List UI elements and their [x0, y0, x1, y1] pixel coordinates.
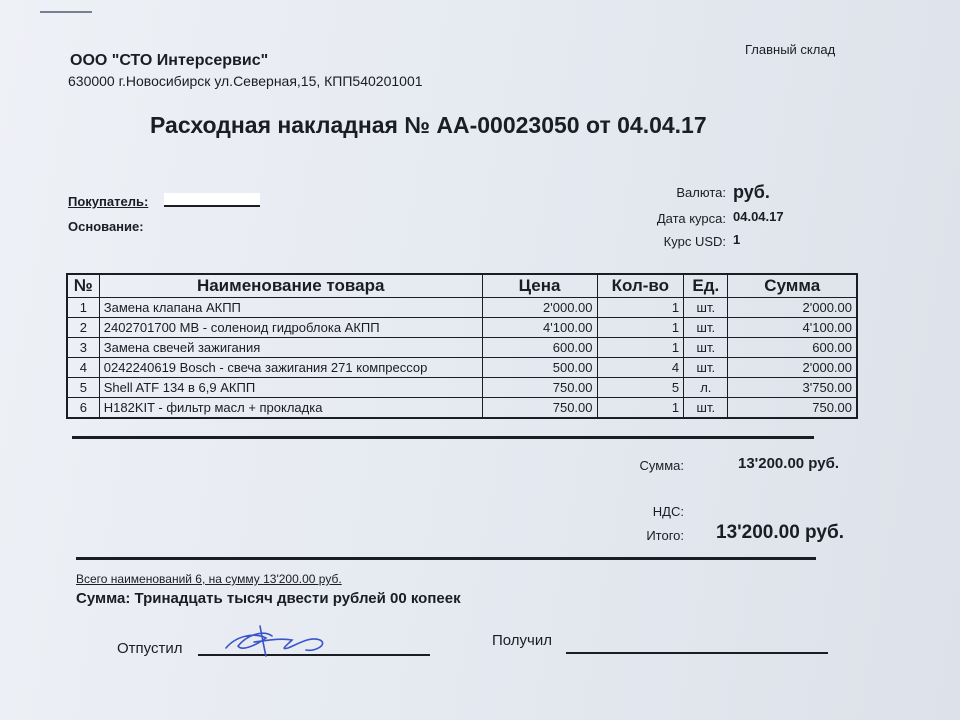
cell-unit: л.	[684, 378, 728, 398]
table-row	[67, 298, 857, 318]
sum-label: Сумма:	[639, 458, 684, 473]
rate-date-label: Дата курса:	[656, 211, 726, 226]
cell-num: 2	[67, 318, 99, 338]
company-name: ООО "СТО Интерсервис"	[70, 52, 269, 69]
usd-rate-label: Курс USD:	[663, 234, 726, 249]
cell-price: 600.00	[482, 338, 597, 358]
cell-name: 2402701700 MB - соленоид гидроблока АКПП	[99, 318, 482, 338]
totals-divider-line	[76, 557, 816, 560]
cell-num: 4	[67, 358, 99, 378]
buyer-label: Покупатель:	[68, 194, 149, 209]
cell-sum: 4'100.00	[728, 318, 857, 338]
received-signature-line	[566, 652, 828, 654]
received-label: Получил	[492, 632, 552, 649]
usd-rate-value: 1	[733, 232, 741, 247]
cell-sum: 3'750.00	[728, 378, 857, 398]
table-row	[67, 358, 857, 378]
document-title: Расходная накладная № АА-00023050 от 04.04.17	[150, 112, 707, 138]
col-header-unit: Ед.	[684, 274, 728, 298]
cell-name: H182KIT - фильтр масл + прокладка	[99, 398, 482, 419]
cell-name: Shell ATF 134 в 6,9 АКПП	[99, 378, 482, 398]
cell-sum: 2'000.00	[728, 358, 857, 378]
cell-name: Замена свечей зажигания	[99, 338, 482, 358]
currency-value: руб.	[733, 182, 770, 202]
table-row	[67, 378, 857, 398]
cell-sum: 2'000.00	[728, 298, 857, 318]
sum-value: 13'200.00 руб.	[738, 455, 840, 472]
cell-name: Замена клапана АКПП	[99, 298, 482, 318]
col-header-price: Цена	[482, 274, 597, 298]
cell-qty: 1	[597, 298, 684, 318]
cell-qty: 1	[597, 318, 684, 338]
cell-sum: 600.00	[728, 338, 857, 358]
cell-qty: 1	[597, 398, 684, 419]
table-header-row	[67, 274, 857, 298]
goods-table	[66, 273, 858, 419]
buyer-redaction	[164, 193, 260, 207]
cell-name: 0242240619 Bosch - свеча зажигания 271 компрессор	[99, 358, 482, 378]
rate-date-value: 04.04.17	[733, 209, 784, 224]
cell-price: 4'100.00	[482, 318, 597, 338]
table-row	[67, 338, 857, 358]
cell-qty: 5	[597, 378, 684, 398]
currency-label: Валюта:	[676, 185, 726, 200]
table-row	[67, 398, 857, 419]
basis-label: Основание:	[68, 219, 144, 234]
cell-unit: шт.	[684, 398, 728, 419]
top-edge-mark	[40, 11, 92, 13]
cell-unit: шт.	[684, 318, 728, 338]
summary-items-line: Всего наименований 6, на сумму 13'200.00 руб.	[76, 572, 342, 586]
company-address: 630000 г.Новосибирск ул.Северная,15, КПП540201001	[68, 73, 423, 89]
total-value: 13'200.00 руб.	[716, 522, 844, 543]
cell-unit: шт.	[684, 358, 728, 378]
cell-sum: 750.00	[728, 398, 857, 419]
vat-label: НДС:	[652, 504, 684, 519]
cell-unit: шт.	[684, 338, 728, 358]
cell-num: 5	[67, 378, 99, 398]
col-header-qty: Кол-во	[597, 274, 684, 298]
cell-num: 1	[67, 298, 99, 318]
cell-price: 750.00	[482, 378, 597, 398]
warehouse-label: Главный склад	[745, 42, 836, 57]
col-header-num: №	[67, 274, 99, 298]
cell-num: 3	[67, 338, 99, 358]
total-label: Итого:	[646, 528, 684, 543]
table-divider-line	[72, 436, 814, 439]
table-row	[67, 318, 857, 338]
cell-qty: 4	[597, 358, 684, 378]
summary-amount-words: Сумма: Тринадцать тысяч двести рублей 00 копеек	[76, 590, 461, 607]
cell-unit: шт.	[684, 298, 728, 318]
cell-qty: 1	[597, 338, 684, 358]
released-label: Отпустил	[117, 640, 183, 657]
handwritten-signature	[220, 622, 340, 662]
col-header-name: Наименование товара	[99, 274, 482, 298]
cell-price: 500.00	[482, 358, 597, 378]
cell-price: 2'000.00	[482, 298, 597, 318]
cell-price: 750.00	[482, 398, 597, 419]
col-header-sum: Сумма	[728, 274, 857, 298]
cell-num: 6	[67, 398, 99, 419]
